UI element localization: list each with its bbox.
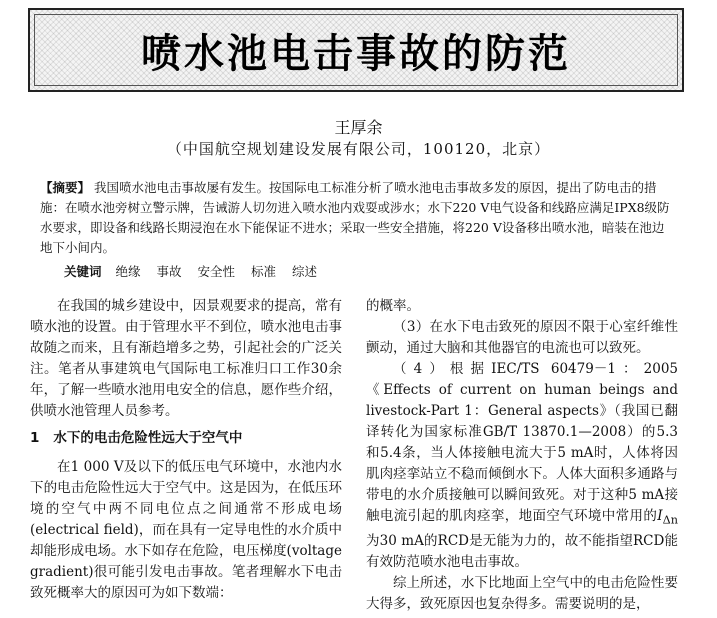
abstract-text: 我国喷水池电击事故屡有发生。按国际电工标准分析了喷水池电击事故多发的原因，提出了防电击的措施：在喷水池旁树立警示牌，告诫游人切勿进入喷水池内戏耍或涉水；水下220 V电气设备和线路应满足IPX8级防水要求，即设备和线路长期浸泡在水下能保证不进水；采取一些安全措施，将220 V设备移出喷水池，暗装在池边地下小间内。	[40, 180, 670, 255]
section-heading	[30, 428, 342, 449]
body-paragraph	[366, 359, 678, 573]
ian-symbol: I	[657, 508, 663, 524]
abstract-label: 【摘要】	[40, 180, 91, 195]
article-title: 喷水池电击事故的防范	[141, 30, 571, 77]
body-paragraph: 在我国的城乡建设中，因景观要求的提高，常有喷水池的设置。由于管理水平不到位，喷水池电击事故随之而来，且有渐趋增多之势，引起社会的广泛关注。笔者从事建筑电气国际电工标准归口工作30余年，了解一些喷水池用电安全的信息，愿作些介绍，供喷水池管理人员参考。	[30, 298, 342, 419]
ian-subscript: Δn	[662, 513, 678, 527]
keywords	[64, 262, 329, 280]
title-banner-inner	[34, 14, 678, 86]
keyword: 绝缘	[115, 264, 141, 279]
author-name: 王厚余	[334, 118, 383, 137]
keyword: 事故	[156, 264, 182, 279]
paragraph-text: （4）根据IEC/TS 60479－1：2005《Effects of current on human beings and livestock-Part 1：General aspects》（我国已翻译转化为国家标准GB/T 13870.1—2008）的5.3和5.4条，当人体接触电流大于5 mA时，人体将因肌肉痉挛站立不稳而倾倒水下。人体大面积多通路与带电的水介质接触可以瞬间致死。对于这种5 mA接触电流引起的肌肉痉挛，地面空气环境中常用的	[366, 361, 678, 524]
left-column	[30, 296, 342, 604]
author-affiliation: （中国航空规划建设发展有限公司，100120，北京）	[166, 140, 551, 158]
keyword: 标准	[251, 264, 277, 279]
body-paragraph: 综上所述，水下比地面上空气中的电击危险性要大得多，致死原因也复杂得多。需要说明的是，	[366, 574, 678, 612]
abstract	[40, 178, 670, 258]
section-title: 水下的电击危险性远大于空气中	[53, 430, 243, 446]
keyword: 安全性	[197, 264, 236, 279]
paragraph-text: 为30 mA的RCD是无能为力的，故不能指望RCD能有效防范喷水池电击事故。	[366, 532, 678, 570]
body-paragraph: 的概率。	[366, 298, 420, 314]
right-column	[366, 296, 678, 615]
body-paragraph: 在1 000 V及以下的低压电气环境中，水池内水下的电击危险性远大于空气中。这是因为，在低压环境的空气中两不同电位点之间通常不形成电场(electrical field)，而在具有一定导电性的水介质中却能形成电场。水下如存在危险，电压梯度(voltage gradient)很可能引发电击事故。笔者理解水下电击致死概率大的原因可为如下数端：	[30, 459, 342, 601]
title-banner	[28, 8, 684, 92]
keywords-label: 关键词	[64, 264, 102, 279]
body-paragraph: （3）在水下电击致死的原因不限于心室纤维性颤动，通过大脑和其他器官的电流也可以致死。	[366, 319, 678, 356]
section-number: 1	[30, 430, 40, 446]
keyword: 综述	[292, 264, 318, 279]
